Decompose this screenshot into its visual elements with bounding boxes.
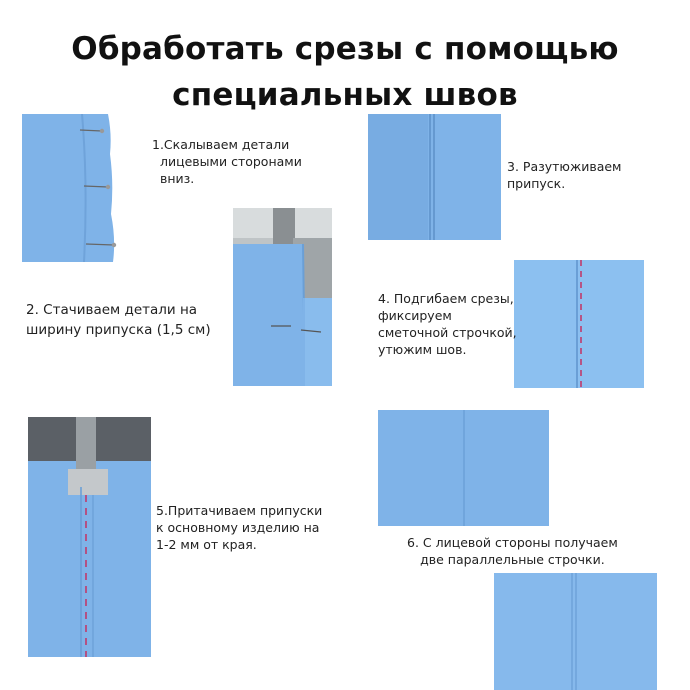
step-3-line: припуск. xyxy=(507,176,566,191)
step-3-photo xyxy=(368,114,501,240)
step-2-line: ширину припуска (1,5 см) xyxy=(26,322,211,338)
step-5-line: 5.Притачиваем припуски xyxy=(156,503,323,518)
step-1-line: вниз. xyxy=(160,171,195,186)
step-5-line: к основному изделию на xyxy=(156,520,320,535)
step-5-line: 1-2 мм от края. xyxy=(156,537,257,552)
step-4-line: утюжим шов. xyxy=(378,342,467,357)
title-line-2: специальных швов xyxy=(172,77,518,113)
step-1-caption xyxy=(152,136,302,187)
step-5-caption xyxy=(156,502,322,553)
step-1-line: лицевыми сторонами xyxy=(160,154,302,169)
step-6-line: две параллельные строчки. xyxy=(420,552,605,567)
page-title xyxy=(0,26,690,118)
step-5-photo xyxy=(28,417,151,657)
step-4-line: 4. Подгибаем срезы, xyxy=(378,291,514,306)
step-6-caption xyxy=(407,534,618,568)
step-2-line: 2. Стачиваем детали на xyxy=(26,302,198,318)
step-1-photo xyxy=(22,114,119,262)
step-4-photo xyxy=(514,260,644,388)
step-2-caption xyxy=(26,300,211,340)
step-4-line: фиксируем xyxy=(378,308,452,323)
step-4-line: сметочной строчкой, xyxy=(378,325,517,340)
step-4-caption xyxy=(378,290,517,358)
step-1-line: 1.Скалываем детали xyxy=(152,137,290,152)
step-2-photo xyxy=(233,208,332,386)
step-3-line: 3. Разутюживаем xyxy=(507,159,622,174)
step-3-caption xyxy=(507,158,621,192)
step-6-line: 6. С лицевой стороны получаем xyxy=(407,535,618,550)
step-6-photo-top xyxy=(378,410,549,526)
step-6-photo-bottom xyxy=(494,573,657,690)
title-line-1: Обработать срезы с помощью xyxy=(71,31,619,67)
